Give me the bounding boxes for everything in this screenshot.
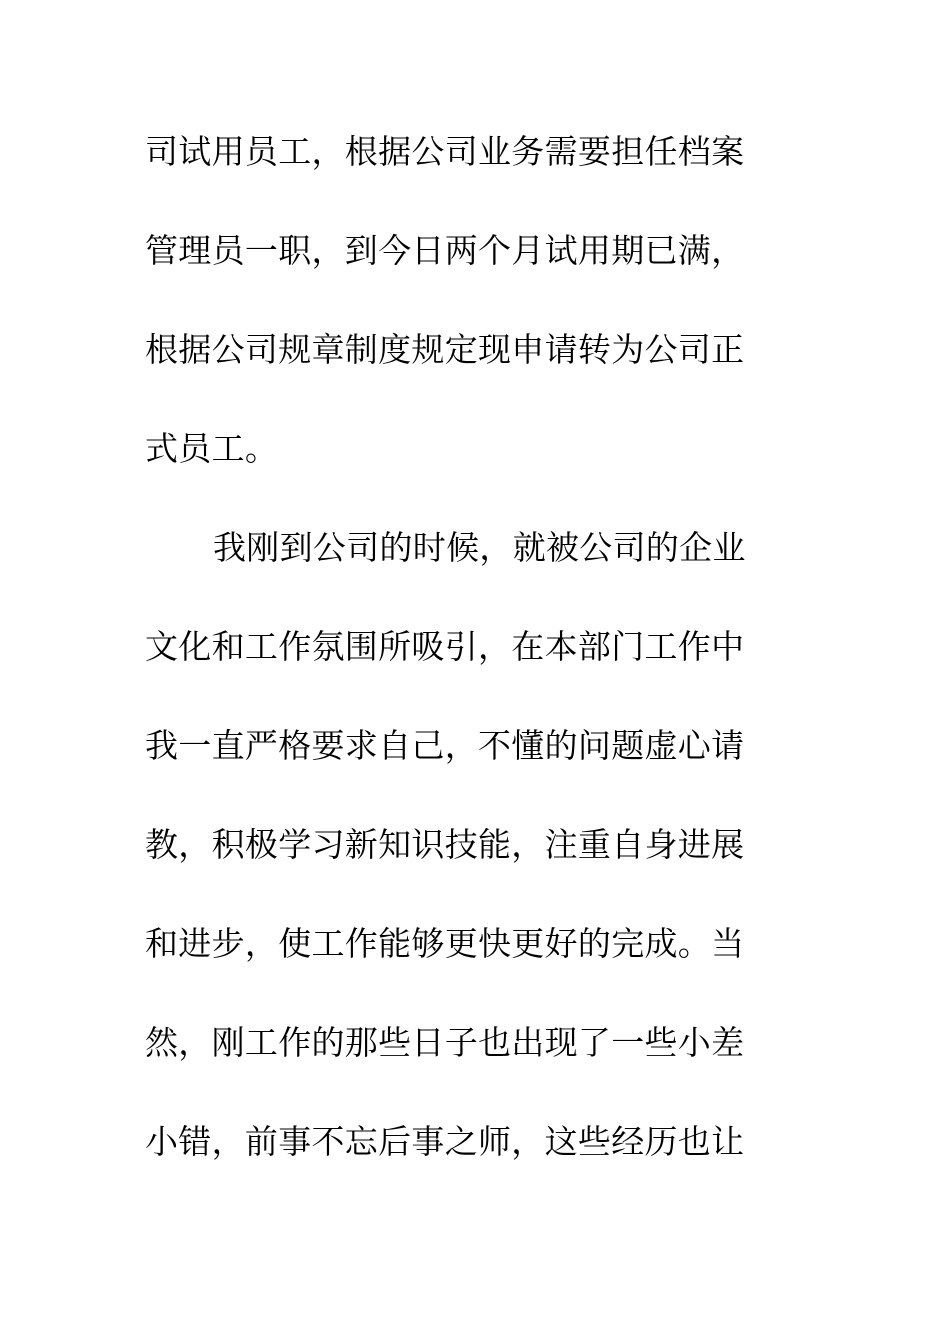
text-line: 文化和工作氛围所吸引，在本部门工作中 [145,627,745,666]
text-line: 然，刚工作的那些日子也出现了一些小差 [145,1023,745,1062]
text-line: 管理员一职，到今日两个月试用期已满， [145,231,745,270]
text-line: 我一直严格要求自己，不懂的问题虚心请 [145,726,745,765]
text-line: 司试用员工，根据公司业务需要担任档案 [145,132,745,171]
text-line: 小错，前事不忘后事之师，这些经历也让 [145,1122,745,1161]
paragraph-1 [145,127,785,523]
body-text [145,127,785,1216]
text-line: 根据公司规章制度规定现申请转为公司正 [145,330,745,369]
text-line: 我刚到公司的时候，就被公司的企业 [213,528,746,567]
paragraph-2 [145,523,785,1216]
text-line: 式员工。 [145,429,279,468]
text-line: 和进步，使工作能够更快更好的完成。当 [145,924,745,963]
text-line: 教，积极学习新知识技能，注重自身进展 [145,825,745,864]
